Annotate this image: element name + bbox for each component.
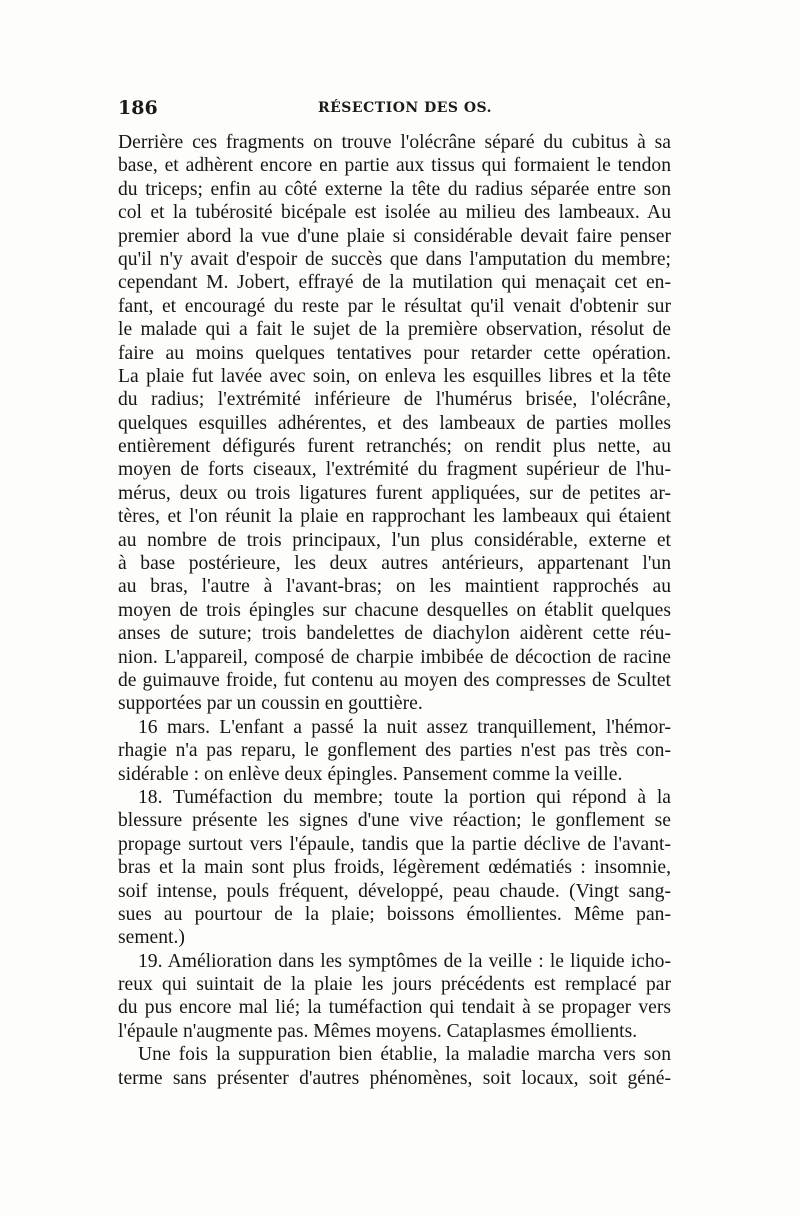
text-line: propage surtout vers l'épaule, tandis que la partie déclive de l'avant-	[118, 833, 671, 855]
text-line: du radius; l'extrémité inférieure de l'humérus brisée, l'olécrâne,	[118, 389, 671, 411]
text-line: cependant M. Jobert, effrayé de la mutilation qui menaçait cet en-	[118, 272, 671, 294]
text-line: faire au moins quelques tentatives pour retarder cette opération.	[118, 342, 671, 364]
text-line: moyen de trois épingles sur chacune desquelles on établit quelques	[118, 599, 671, 621]
text-line: sues au pourtour de la plaie; boissons émollientes. Même pan-	[118, 903, 671, 925]
text-line: fant, et encouragé du reste par le résultat qu'il venait d'obtenir sur	[118, 295, 671, 317]
text-line: 16 mars. L'enfant a passé la nuit assez tranquillement, l'hémor-	[138, 716, 671, 738]
text-line: col et la tubérosité bicépale est isolée au milieu des lambeaux. Au	[118, 202, 671, 224]
text-line: Derrière ces fragments on trouve l'olécrâne séparé du cubitus à sa	[118, 132, 671, 153]
text-line: blessure présente les signes d'une vive réaction; le gonflement se	[118, 810, 671, 832]
text-line: moyen de forts ciseaux, l'extrémité du fragment supérieur de l'hu-	[118, 459, 671, 481]
text-line: sement.)	[118, 927, 185, 949]
text-line: à base postérieure, les deux autres antérieurs, appartenant l'un	[118, 553, 671, 575]
text-line: 19. Amélioration dans les symptômes de la veille : le liquide icho-	[138, 950, 671, 972]
text-line: La plaie fut lavée avec soin, on enleva les esquilles libres et la tête	[118, 365, 671, 387]
text-line: du pus encore mal lié; la tuméfaction qui tendait à se propager vers	[118, 997, 671, 1019]
text-line: l'épaule n'augmente pas. Mêmes moyens. Cataplasmes émollients.	[118, 1020, 638, 1042]
running-head: RÉSECTION DES OS.	[318, 100, 493, 116]
text-line: du triceps; enfin au côté externe la tête du radius séparée entre son	[118, 178, 671, 200]
text-line: entièrement défigurés furent retranchés; on rendit plus nette, au	[118, 436, 671, 458]
text-line: qu'il n'y avait d'espoir de succès que dans l'amputation du membre;	[118, 248, 671, 270]
text-line: nion. L'appareil, composé de charpie imbibée de décoction de racine	[118, 646, 671, 668]
text-line: terme sans présenter d'autres phénomènes, soit locaux, soit géné-	[118, 1067, 671, 1089]
text-line: 18. Tuméfaction du membre; toute la portion qui répond à la	[138, 786, 671, 808]
page-number: 186	[118, 97, 158, 119]
text-line: Une fois la suppuration bien établie, la maladie marcha vers son	[138, 1044, 671, 1066]
text-line: anses de suture; trois bandelettes de diachylon aidèrent cette réu-	[118, 623, 671, 645]
text-line: reux qui suintait de la plaie les jours précédents est remplacé par	[118, 974, 671, 996]
text-line: le malade qui a fait le sujet de la première observation, résolut de	[118, 319, 671, 341]
text-line: au bras, l'autre à l'avant-bras; on les maintient rapprochés au	[118, 576, 671, 598]
text-line: mérus, deux ou trois ligatures furent appliquées, sur de petites ar-	[118, 482, 671, 504]
text-line: rhagie n'a pas reparu, le gonflement des parties n'est pas très con-	[118, 740, 671, 762]
body-text	[118, 131, 671, 1090]
text-line: quelques esquilles adhérentes, et des lambeaux de parties molles	[118, 412, 671, 434]
text-line: premier abord la vue d'une plaie si considérable devait faire penser	[118, 225, 671, 247]
text-line: de guimauve froide, fut contenu au moyen des compresses de Scultet	[118, 669, 671, 691]
text-line: soif intense, pouls fréquent, développé, peau chaude. (Vingt sang-	[118, 880, 671, 902]
page-header	[118, 97, 678, 121]
text-line: tères, et l'on réunit la plaie en rapprochant les lambeaux qui étaient	[118, 506, 671, 528]
text-line: sidérable : on enlève deux épingles. Pansement comme la veille.	[118, 763, 623, 785]
text-line: supportées par un coussin en gouttière.	[118, 693, 423, 715]
text-line: base, et adhèrent encore en partie aux tissus qui formaient le tendon	[118, 155, 671, 177]
text-line: bras et la main sont plus froids, légèrement œdématiés : insomnie,	[118, 857, 671, 879]
text-line: au nombre de trois principaux, l'un plus considérable, externe et	[118, 529, 671, 551]
